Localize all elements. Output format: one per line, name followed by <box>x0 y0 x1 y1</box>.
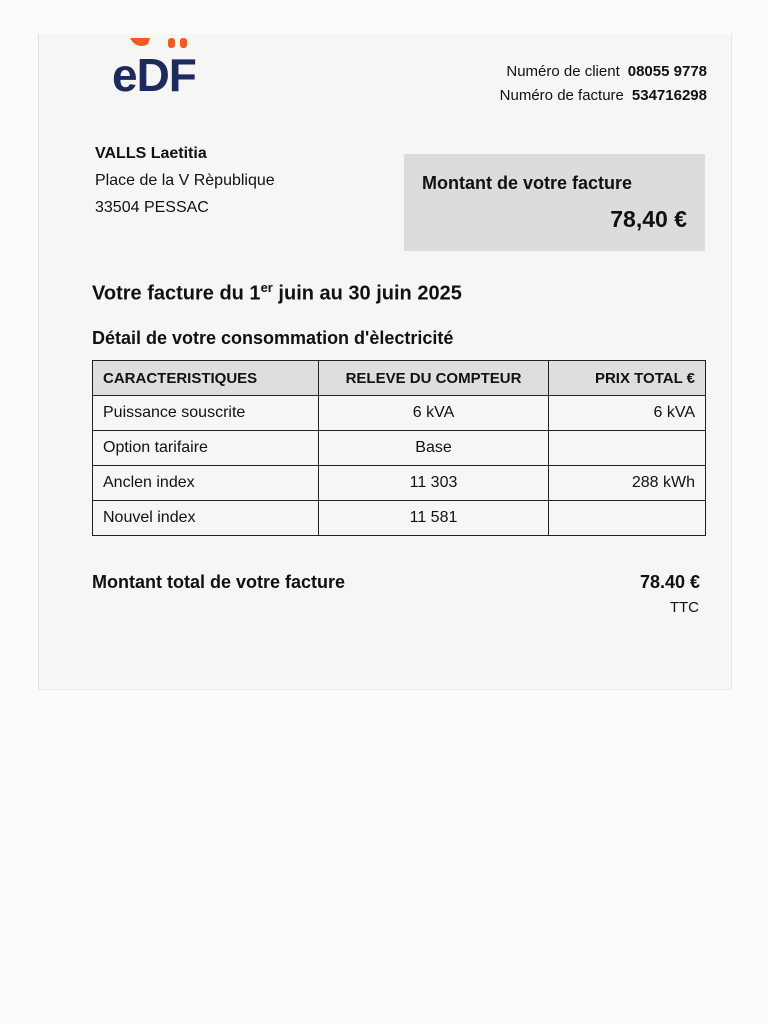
table-row <box>93 501 706 536</box>
period-superscript: er <box>260 280 273 295</box>
table-cell <box>549 431 706 466</box>
table-header-row <box>93 361 706 396</box>
table-cell: Option tarifaire <box>93 431 319 466</box>
column-header-meter-reading: RELEVE DU COMPTEUR <box>319 361 549 396</box>
consumption-table <box>92 360 706 536</box>
period-prefix: Votre facture du 1 <box>92 282 261 305</box>
table-cell: Anclen index <box>93 466 319 501</box>
table-cell: Nouvel index <box>93 501 319 536</box>
table-row <box>93 431 706 466</box>
total-tax-suffix: TTC <box>669 599 699 616</box>
invoice-amount-label: Montant de votre facture <box>422 173 633 193</box>
customer-address-line1: Place de la V Rèpublique <box>95 172 275 189</box>
invoice-number-value: 534716298 <box>631 87 707 104</box>
invoice-number-row <box>500 84 707 108</box>
column-header-characteristics: CARACTERISTIQUES <box>93 361 319 396</box>
table-cell: Base <box>319 431 549 466</box>
table-row <box>93 466 706 501</box>
period-suffix: juin au 30 juin 2025 <box>272 282 462 305</box>
table-cell: 6 kVA <box>319 396 549 431</box>
invoice-amount-box <box>404 154 705 251</box>
table-cell: Puissance souscrite <box>93 396 319 431</box>
table-cell <box>549 501 706 536</box>
total-amount-label: Montant total de votre facture <box>92 572 346 592</box>
billing-period-title <box>92 280 462 306</box>
consumption-detail-title: Détail de votre consommation d'èlectricité <box>92 328 454 348</box>
column-header-total-price: PRIX TOTAL € <box>549 361 706 396</box>
table-row <box>93 396 706 431</box>
client-number-value: 08055 9778 <box>627 63 707 80</box>
table-cell: 288 kWh <box>549 466 706 501</box>
table-cell: 6 kVA <box>549 396 706 431</box>
account-references <box>500 60 707 108</box>
invoice-number-label: Numéro de facture <box>499 87 624 104</box>
client-number-label: Numéro de client <box>506 63 620 80</box>
table-cell: 11 581 <box>319 501 549 536</box>
customer-name: VALLS Laetitia <box>95 145 207 162</box>
total-amount-value: 78.40 € <box>639 572 700 592</box>
brand-logo-text: eDF <box>112 49 196 101</box>
invoice-amount-value: 78,40 € <box>610 206 687 232</box>
customer-address-block <box>95 140 275 221</box>
client-number-row <box>500 60 707 84</box>
customer-address-line2: 33504 PESSAC <box>95 199 209 216</box>
table-cell: 11 303 <box>319 466 549 501</box>
